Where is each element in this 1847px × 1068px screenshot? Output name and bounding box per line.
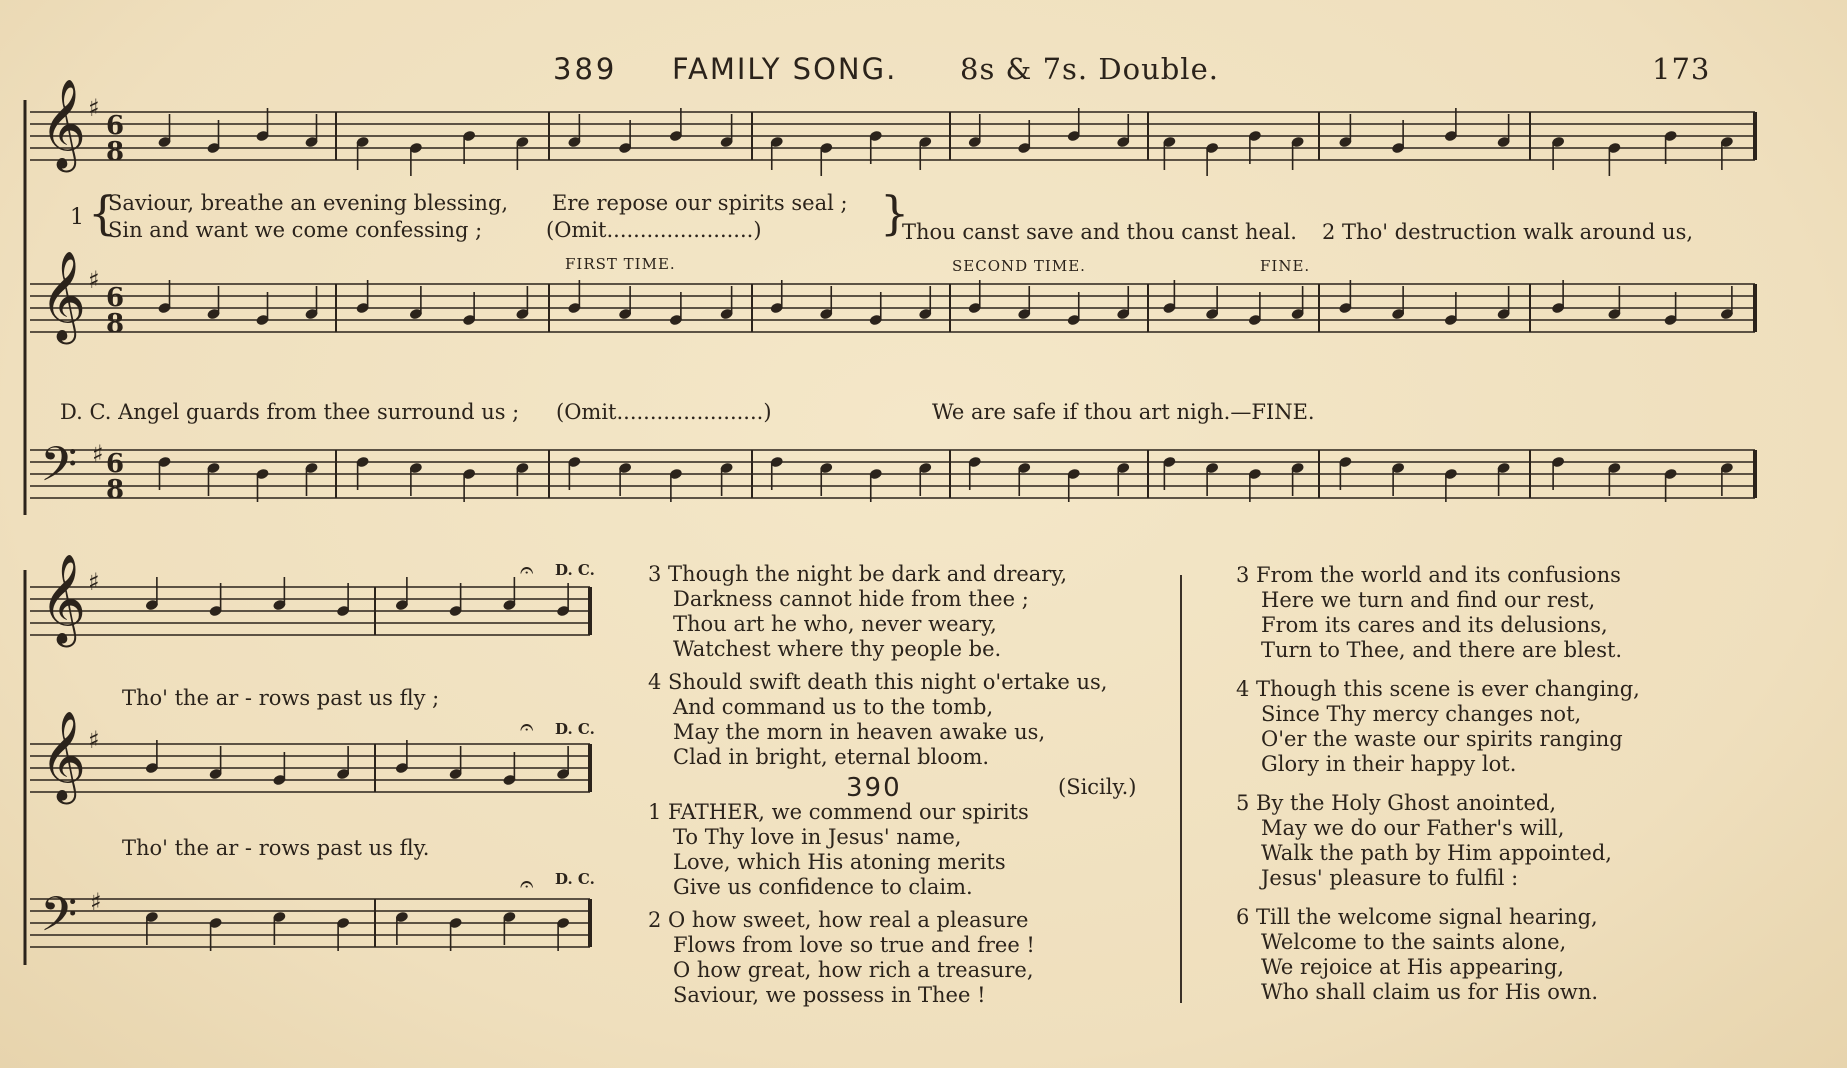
hymn-390-verses [648,800,1035,1008]
bass-clef-icon: 𝄢 [40,886,78,954]
verse-line: May the morn in heaven awake us, [673,720,1046,744]
verse-line: 3 Though the night be dark and dreary, [648,562,1068,586]
hymn-390-number: 390 [846,773,902,803]
page-number: 173 [1652,52,1711,86]
verse-line: May we do our Father's will, [1261,816,1565,840]
hymn-title: FAMILY SONG. [672,52,898,86]
lyric-line-1a: Saviour, breathe an evening blessing, [108,191,509,215]
verses-column-2 [1236,563,1640,1005]
lyric-line-2b: (Omit......................) [546,218,762,242]
time-signature-top: 6 [106,111,125,141]
key-signature-sharp-icon: ♯ [88,266,100,294]
fermata-icon: 𝄐 [520,556,534,584]
verse-line: And command us to the tomb, [673,695,994,719]
dc-marker-1: D. C. [555,561,595,579]
brace-left: { [88,186,118,240]
bass-clef-icon: 𝄢 [40,436,78,504]
verse-line: Here we turn and find our rest, [1261,588,1596,612]
treble-clef-icon: 𝄞 [40,79,87,169]
dc-lyric-c: We are safe if thou art nigh.—FINE. [932,400,1315,424]
key-signature-sharp-icon: ♯ [90,888,102,916]
verse-line: Thou art he who, never weary, [673,612,997,636]
time-signature-bottom: 8 [106,309,125,339]
verse-line: 3 From the world and its confusions [1236,563,1621,587]
lyric-line-1b: Ere repose our spirits seal ; [552,191,848,215]
hymn-meter: 8s & 7s. Double. [960,52,1219,86]
column-divider [1180,575,1182,1003]
key-signature-sharp-icon: ♯ [92,440,104,468]
verse-line: Give us confidence to claim. [673,875,973,899]
time-signature-top: 6 [106,449,125,479]
fine-label: FINE. [1260,257,1311,275]
fermata-icon: 𝄐 [520,713,534,741]
lyric-line-2c: Thou canst save and thou canst heal. [902,220,1297,244]
verse-line: 5 By the Holy Ghost anointed, [1236,791,1557,815]
time-signature-top: 6 [106,283,125,313]
verse-line: O'er the waste our spirits ranging [1261,727,1623,751]
verse-line: From its cares and its delusions, [1261,613,1608,637]
verse-line: Watchest where thy people be. [673,637,1002,661]
verse-line: Saviour, we possess in Thee ! [673,983,986,1007]
verse-line: Since Thy mercy changes not, [1261,702,1582,726]
verse-line: Walk the path by Him appointed, [1261,841,1612,865]
treble-clef-icon: 𝄞 [40,711,87,801]
verse-line: Flows from love so true and free ! [673,933,1035,957]
hymn-390-tune: (Sicily.) [1058,775,1137,799]
verse-line: Turn to Thee, and there are blest. [1261,638,1623,662]
dc-marker-3: D. C. [555,870,595,888]
dc-marker-2: D. C. [555,720,595,738]
verse-line: Who shall claim us for His own. [1261,980,1599,1004]
verse-line: Clad in bright, eternal bloom. [673,745,990,769]
lyric-line-2a: Sin and want we come confessing ; [108,218,483,242]
verse-line: Glory in their happy lot. [1261,752,1517,776]
hymn-number: 389 [553,52,618,86]
first-time-label: FIRST TIME. [565,255,676,273]
system2-lyric-bottom: Tho' the ar - rows past us fly. [122,836,430,860]
verse-line: Darkness cannot hide from thee ; [673,587,1029,611]
system2-lyric-top: Tho' the ar - rows past us fly ; [122,686,440,710]
verse-line: Love, which His atoning merits [673,850,1006,874]
second-time-label: SECOND TIME. [952,257,1086,275]
lyric-line-2d: 2 Tho' destruction walk around us, [1322,220,1694,244]
treble-clef-icon: 𝄞 [40,554,87,644]
dc-lyric-b: (Omit......................) [556,400,772,424]
verse-line: 4 Though this scene is ever changing, [1236,677,1640,701]
verse-line: Welcome to the saints alone, [1261,930,1567,954]
fermata-icon: 𝄐 [520,870,534,898]
dc-lyric-a: D. C. Angel guards from thee surround us ; [60,400,520,424]
verse-line: Jesus' pleasure to fulfil : [1261,866,1519,890]
key-signature-sharp-icon: ♯ [88,726,100,754]
verse-number-1: 1 [70,205,84,230]
time-signature-bottom: 8 [106,475,125,505]
key-signature-sharp-icon: ♯ [88,568,100,596]
verse-line: 2 O how sweet, how real a pleasure [648,908,1029,932]
key-signature-sharp-icon: ♯ [88,94,100,122]
verse-line: O how great, how rich a treasure, [673,958,1034,982]
treble-clef-icon: 𝄞 [40,251,87,341]
brace-right: } [880,186,910,240]
verse-line: We rejoice at His appearing, [1261,955,1565,979]
verse-line: 6 Till the welcome signal hearing, [1236,905,1598,929]
verse-line: 4 Should swift death this night o'ertake us, [648,670,1108,694]
time-signature-bottom: 8 [106,137,125,167]
verse-line: To Thy love in Jesus' name, [673,825,962,849]
verse-line: 1 FATHER, we commend our spirits [648,800,1029,824]
verses-column-1 [648,562,1107,770]
